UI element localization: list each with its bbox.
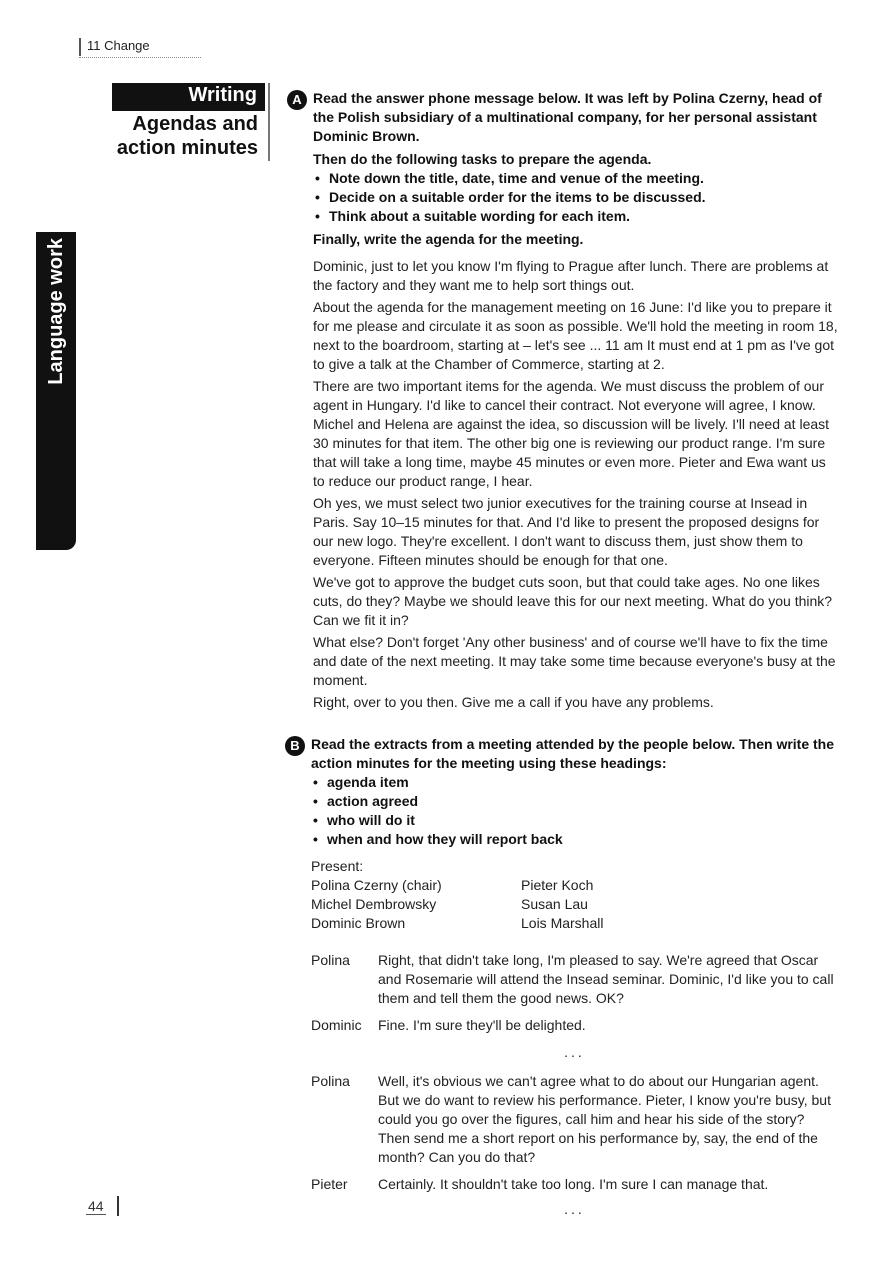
attendee-name: Lois Marshall xyxy=(521,915,604,931)
language-work-tab-label: Language work xyxy=(44,238,67,385)
page-number: 44 xyxy=(88,1198,104,1214)
exercise-a-tasks-intro: Then do the following tasks to prepare the agenda. xyxy=(313,151,652,167)
present-label: Present: xyxy=(311,858,364,874)
extract-separator: ... xyxy=(564,1044,585,1060)
list-item: • Think about a suitable wording for each item. xyxy=(313,207,838,226)
attendee-name: Susan Lau xyxy=(521,896,588,912)
attendee-name: Pieter Koch xyxy=(521,877,594,893)
speaker-name: Dominic xyxy=(311,1017,362,1033)
message-paragraph: We've got to approve the budget cuts soon, but that could take ages. No one likes cuts, do they? Maybe we should leave this for our next meeting. What do you think? Can we fit it in? xyxy=(313,574,833,628)
minutes-headings-list xyxy=(311,773,838,849)
attendees xyxy=(311,857,838,933)
speaker-line: Well, it's obvious we can't agree what to do about our Hungarian agent. But we do want to review his performance. Pieter, I know you're busy, but could you go over the figures, call him and hear his side of the story? Then send me a short report on his performance by, say, the end of the month? Can you do that? xyxy=(378,1073,831,1165)
exercise-b xyxy=(311,735,838,1219)
section-divider xyxy=(268,83,270,161)
exercise-a-task-list xyxy=(313,169,838,226)
speaker-name: Polina xyxy=(311,1073,350,1089)
meeting-extract-1 xyxy=(311,951,838,1035)
list-item: • agenda item xyxy=(311,773,838,792)
exercise-a-badge: A xyxy=(287,90,307,110)
attendee-name: Polina Czerny (chair) xyxy=(311,877,442,893)
exercise-b-badge: B xyxy=(285,736,305,756)
meeting-extract-2 xyxy=(311,1072,838,1194)
speaker-line: Certainly. It shouldn't take too long. I'm sure I can manage that. xyxy=(378,1176,769,1192)
message-paragraph: There are two important items for the agenda. We must discuss the problem of our agent in Hungary. I'd like to cancel their contract. Not everyone will agree, I know. Michel and Helena are against the idea, so discussion will be lively. I'll need at least 30 minutes for that item. The other big one is reviewing our product range. I'm sure that will take a long time, maybe 45 minutes or even more. Pieter and Ewa want us to reduce our product range, I hear. xyxy=(313,378,830,489)
attendee-name: Dominic Brown xyxy=(311,915,406,931)
list-item: • Decide on a suitable order for the items to be discussed. xyxy=(313,188,838,207)
dialogue-line xyxy=(311,1175,838,1194)
list-item: • Note down the title, date, time and venue of the meeting. xyxy=(313,169,838,188)
writing-label-box xyxy=(112,83,265,111)
message-paragraph: Dominic, just to let you know I'm flying to Prague after lunch. There are problems at the factory and they want me to help sort things out. xyxy=(313,258,829,293)
extract-separator: ... xyxy=(564,1201,585,1217)
message-paragraph: Oh yes, we must select two junior executives for the training course at Insead in Paris. Say 10–15 minutes for that. And I'd like to present the proposed designs for our new logo. They're excellent. I don't want to discuss them, just show them to everyone. Fifteen minutes should be enough for that one. xyxy=(313,495,820,568)
answer-phone-message xyxy=(313,257,838,712)
exercise-a-final: Finally, write the agenda for the meeting. xyxy=(313,231,584,247)
writing-label: Writing xyxy=(188,84,257,106)
attendee-list xyxy=(311,876,838,933)
exercise-a-instruction: Read the answer phone message below. It was left by Polina Czerny, head of the Polish subsidiary of a multinational company, for her personal assistant Dominic Brown. xyxy=(313,90,822,144)
header-rule xyxy=(79,56,201,58)
speaker-name: Pieter xyxy=(311,1176,348,1192)
exercise-a xyxy=(313,89,838,715)
header-bracket xyxy=(79,38,81,56)
section-title: Agendas and action minutes xyxy=(116,113,258,159)
chapter-header: 11 Change xyxy=(87,38,150,53)
language-work-tab-label-wrap xyxy=(36,232,76,550)
message-paragraph: About the agenda for the management meeting on 16 June: I'd like you to prepare it for me please and circulate it as soon as possible. We'll hold the meeting in room 18, next to the boardroom, starting at – let's see ... 11 am It must end at 1 pm as I've got to give a talk at the Chamber of Commerce, starting at 2. xyxy=(313,299,838,372)
dialogue-line xyxy=(311,1072,838,1167)
message-paragraph: Right, over to you then. Give me a call if you have any problems. xyxy=(313,694,714,710)
exercise-b-instruction: Read the extracts from a meeting attended by the people below. Then write the action minutes for the meeting using these headings: xyxy=(311,736,835,771)
speaker-line: Right, that didn't take long, I'm pleased to say. We're agreed that Oscar and Rosemarie will attend the Insead seminar. Dominic, I'd like you to call them and tell them the good news. OK? xyxy=(378,952,834,1006)
list-item: • action agreed xyxy=(311,792,838,811)
dialogue-line xyxy=(311,1016,838,1035)
dialogue-line xyxy=(311,951,838,1008)
message-paragraph: What else? Don't forget 'Any other business' and of course we'll have to fix the time and date of the next meeting. It may take some time because everyone's busy at the moment. xyxy=(313,634,836,688)
list-item: • when and how they will report back xyxy=(311,830,838,849)
attendee-name: Michel Dembrowsky xyxy=(311,896,437,912)
list-item: • who will do it xyxy=(311,811,838,830)
speaker-name: Polina xyxy=(311,952,350,968)
page-number-bracket xyxy=(117,1196,119,1216)
speaker-line: Fine. I'm sure they'll be delighted. xyxy=(378,1017,586,1033)
